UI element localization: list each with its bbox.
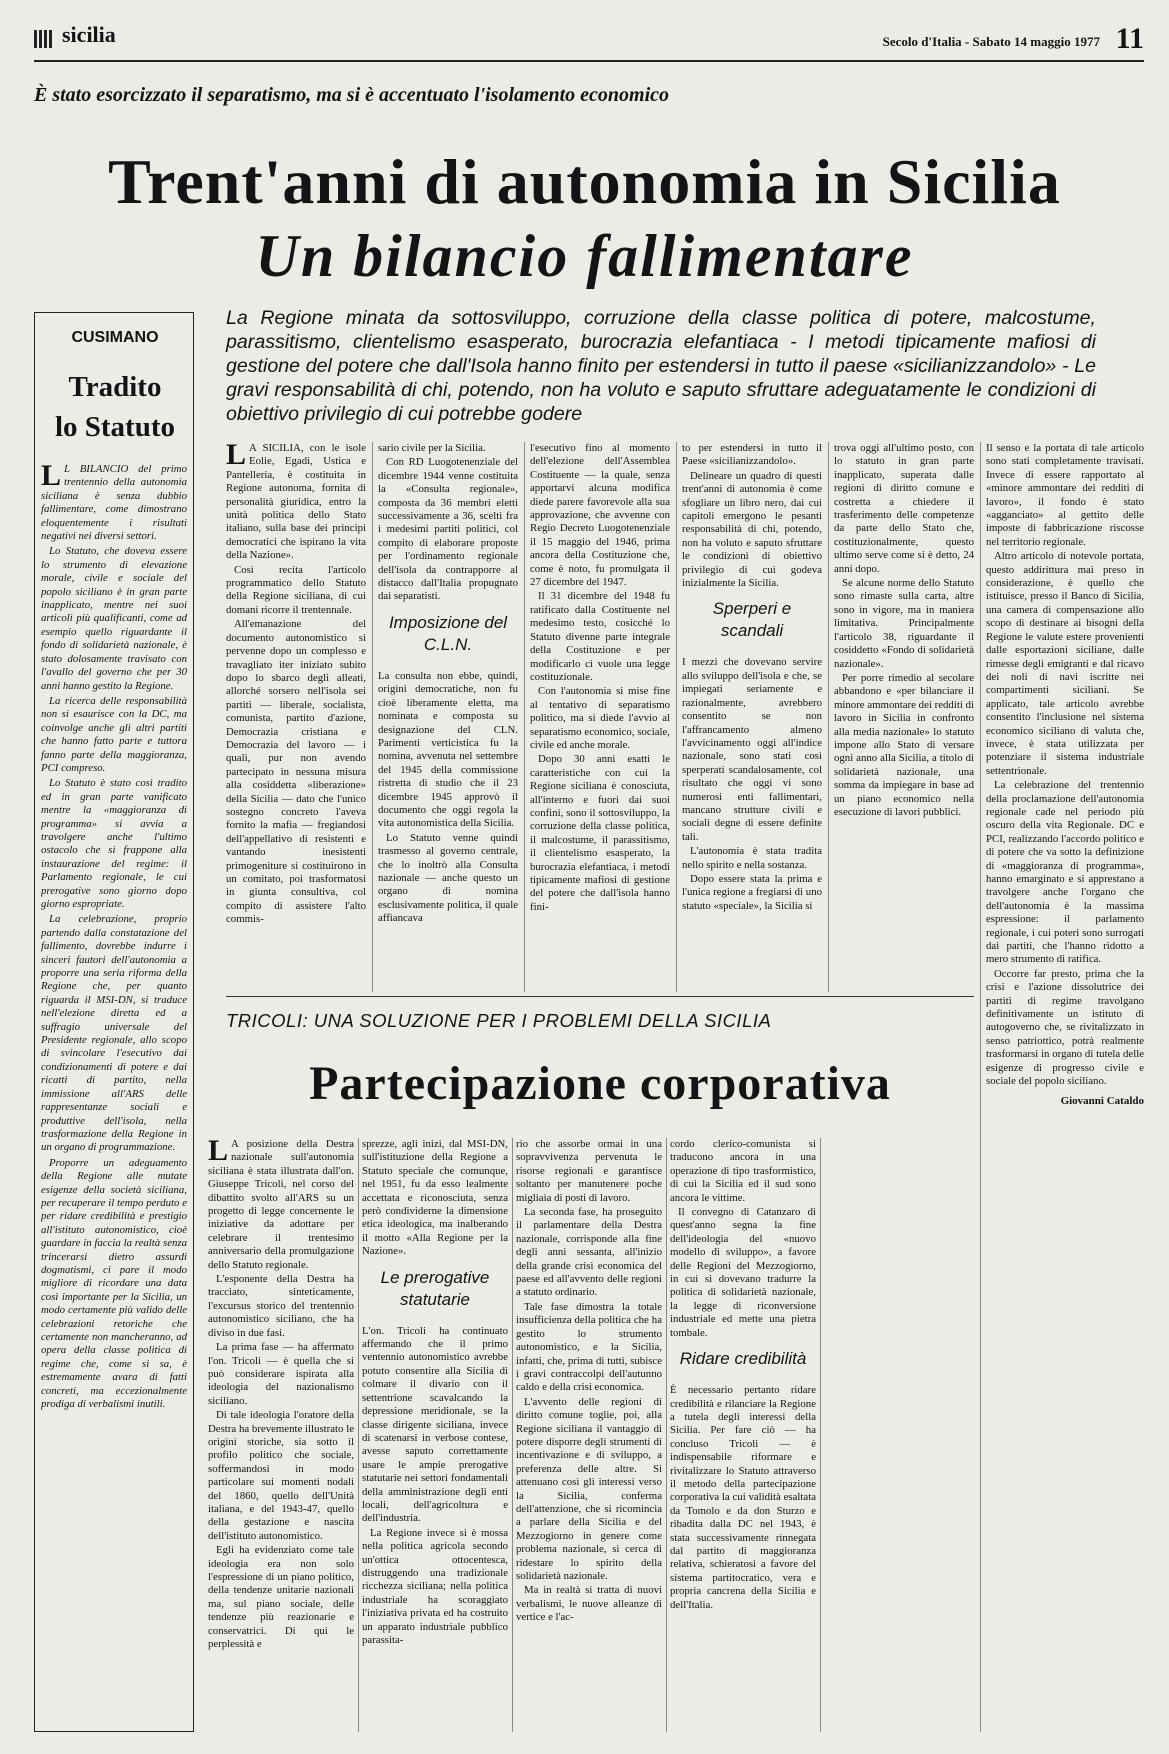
tricoli-column-2-bottom-paragraph: La Regione invece si è mossa nella politica agricola secondo un'ottica ottocentesca, distruggendo una tradizionale ricchezza siciliana; nella politica industriale ha scoraggiato l'iniziativa privata ed ha costruito un apparato industriale pubblico parassita- <box>362 1526 508 1646</box>
main-column-5-paragraph: trova oggi all'ultimo posto, con lo statuto in gran parte inapplicato, superata dalle regioni di diritto comune e costretta a chiedere il trasferimento delle competenze da parte dello Stato che, costituzionalmente, questo ultimo serve come si è detto, 24 anni dopo. <box>834 442 974 575</box>
tricoli-column-4-bottom-paragraph: È necessario pertanto ridare credibilità e rilanciare la Regione a tutela degli interessi della Sicilia. Per fare ciò — ha concluso Tricoli — è indispensabile riformare e rivitalizzare lo Statuto attraverso il metodo della partecipazione corporativa la cui validità esaltata da Tomolo e da don Sturzo e ribadita dalla DC nel 1943, è stata successivamente rinnegata dal partito di maggioranza relativa, schieratosi a favore del sistema partitocratico, vera e propria cancrena della Sicilia e dell'Italia. <box>670 1384 816 1611</box>
column-rule <box>372 442 373 992</box>
tricoli-column-3-paragraph: L'avvento delle regioni di diritto comune toglie, poi, alla Regione siciliana il vantaggio di potere disporre degli strumenti di incentivazione e di sviluppo, a preferenza delle altre. Si attenuano così gli interessi verso la Sicilia, conferma dell'attenzione, che si ricomincia a parlare della Sicilia e del Mezzogiorno in genere come problema nazionale, si cerca di ridestare lo spirito della solidarietà nazionale. <box>516 1395 662 1582</box>
main-column-4-top <box>682 442 822 590</box>
sidebar-body-paragraph: Lo Statuto è stato così tradito ed in gran parte vanificato mentre la «maggioranza di programma» si avvia a travolgere anche l'ultimo ostacolo che si frappone alla instaurazione del regime: il Parlamento regionale, le cui prerogative sono giorno dopo giorno espropriate. <box>41 777 187 910</box>
column-rule <box>980 442 981 1732</box>
main-column-1-paragraph: L A SICILIA, con le isole Eolie, Egadi, Ustica e Pantelleria, è costituita in Regione autonoma, fornita di personalità giuridica, entro la unità politica dello Stato italiano, sulla base dei principi democratici che ispirano la vita della Nazione». <box>226 442 366 562</box>
sidebar-body-paragraph: Lo Statuto, che doveva essere lo strumento di elevazione morale, civile e sociale del popolo siciliano è in gran parte inapplicato, mentre nei suoi articoli più qualificanti, come ad esempio quello riguardante il fondo di solidarietà nazionale, è stato dolosamente travisato con l'avallo del governo che per 30 anni hanno gestito la Regione. <box>41 545 187 692</box>
column-rule <box>666 1138 667 1732</box>
tricoli-column-1-paragraph: Di tale ideologia l'oratore della Destra ha brevemente illustrato le origini storiche, sia sotto il profilo politico che sociale, soffermandosi in modo particolare sui momenti nodali del 1860, quello dell'Unità italiana, e del 1943-47, quello della gestazione e nascita dell'istituto autonomistico. <box>208 1409 354 1542</box>
main-column-2-top-paragraph: Con RD Luogotenenziale del dicembre 1944 venne costituita la «Consulta regionale», composta da 36 membri eletti successivamente a 36, scelti fra i medesimi partiti politici, col compito di elaborare proposte per l'ordinamento regionale dell'isola da contrapporre al distacco dall'Italia propugnato dai separatisti. <box>378 456 518 603</box>
main-column-5 <box>834 442 974 1042</box>
main-column-4-bottom-paragraph: I mezzi che dovevano servire allo sviluppo dell'isola e che, se impiegati seriamente e razionalmente, avrebbero consentito se non l'affrancamento almeno l'avvicinamento oggi all'indice nazionale, sono stati così sperperati scandalosamente, col risultato che oggi vi sono numerosi enti fallimentari, mancano strutture civili e sociali degne di essere definite tali. <box>682 656 822 843</box>
drop-cap: L <box>208 1138 229 1167</box>
main-column-4-top-paragraph: to per estendersi in tutto il Paese «sicilianizzandolo». <box>682 442 822 468</box>
sidebar-body-paragraph: L L BILANCIO del primo trentennio della autonomia siciliana è senza dubbio fallimentare, come dimostrano eloquentemente i risultati negativi nei diversi settori. <box>41 463 187 543</box>
main-column-4-bottom <box>682 656 822 913</box>
column-rule <box>512 1138 513 1732</box>
sidebar-title-line-1: Tradito <box>68 371 162 403</box>
column-rule <box>676 442 677 992</box>
column-rule <box>358 1138 359 1732</box>
main-column-4 <box>682 442 822 1042</box>
article-signature: Giovanni Cataldo <box>1060 1094 1144 1107</box>
subhead-ridare: Ridare credibilità <box>679 1349 807 1369</box>
tricoli-column-3-paragraph: La seconda fase, ha proseguito il parlamentare della Destra nazionale, corrisponde alla fine degli anni sessanta, all'inizio della grande crisi economica del paese ed all'avvento delle regioni a statuto ordinario. <box>516 1206 662 1299</box>
main-column-1-paragraph: All'emanazione del documento autonomistico si pervenne dopo un complesso e travagliato iter iniziato subito dopo lo sbarco degli alleati, allorché sorsero nell'isola sei partiti — liberale, socialista, comunista, partito d'azione, Democrazia cristiana e Democrazia del lavoro — i quali, pur non avendo partecipato in nessuna misura alla cosiddetta «liberazione» della Sicilia — dato che l'unico sostegno concreto l'aveva fornito la mafia — fregiandosi dell'appellativo di resistenti e vantando inesistenti primogeniture si costituirono in un comitato, poi trasformatosi in giunta consultiva, col compito di assistere l'alto commis- <box>226 618 366 926</box>
page-number: 11 <box>1115 22 1144 55</box>
main-column-6-text-paragraph: Altro articolo di notevole portata, questo addirittura mai preso in considerazione, è quello che istituisce, presso il Banco di Sicilia, una camera di compensazione allo scopo di destinare ai bisogni della Regione le valute estere provenienti dalle esportazioni siciliane, dalle rimesse degli emigranti e dal ricavo dei noli di navi iscritte nei compartimenti siciliani. Se applicato, tale articolo avrebbe consentito l'inclusione nel sistema economico siciliano di valuta che, invece, è stata utilizzata per potenziare il sistema industriale settentrionale. <box>986 550 1144 777</box>
sidebar-box <box>34 312 194 1732</box>
masthead <box>34 22 1144 56</box>
tricoli-column-4-bottom <box>670 1384 816 1612</box>
drop-cap: L <box>226 442 247 471</box>
main-headline-2: Un bilancio fallimentare <box>255 223 914 289</box>
tricoli-kicker: TRICOLI: UNA SOLUZIONE PER I PROBLEMI DELLA SICILIA <box>226 1010 772 1031</box>
main-column-2-top-paragraph: sario civile per la Sicilia. <box>378 442 486 454</box>
main-lede: La Regione minata da sottosviluppo, corruzione della classe politica di potere, malcostume, parassitismo, clientelismo esasperato, burocrazia elefantiaca - I metodi tipicamente mafiosi di gestione del potere che dall'Isola hanno finito per estendersi in tutto il paese «sicilianizzandolo» - Le gravi responsabilità di chi, potendo, non ha voluto e saputo sfruttare adeguatamente le condizioni di obiettivo privilegio di cui potrebbe godere <box>226 307 1096 425</box>
sidebar-title <box>35 367 194 447</box>
main-column-5-paragraph: Per porre rimedio al secolare abbandono e «per bilanciare il minore ammontare dei redditi di lavoro in Sicilia in confronto alla media nazionale» lo statuto impone allo Stato di versare ogni anno alla Sicilia, a titolo di solidarietà nazionale, una somma da impiegare in base ad un piano economico nella esecuzione di lavori pubblici. <box>834 671 974 818</box>
main-column-4-top-paragraph: Delineare un quadro di questi trent'anni di autonomia è come sfogliare un libro nero, dai cui capitoli emergono le pesanti responsabilità di chi, potendo, non ha voluto e saputo sfruttare le condizioni di obiettivo privilegio di cui godeva inizialmente la Sicilia. <box>682 469 822 590</box>
section-divider <box>226 996 974 997</box>
sidebar-body-paragraph: Proporre un adeguamento della Regione alle mutate esigenze della società siciliana, per recuperare il tempo perduto e per ridare credibilità e prestigio all'istituto autonomistico, cioè guardare in faccia la realtà senza trincerarsi dietro assurdi dogmatismi, ci pare il modo migliore di ricordare una data così importante per la Sicilia, un modo certamente più valido delle celebrazioni retoriche che certamente non mancheranno, ad opera della classe politica di regime che, come si sa, è estremamente avara di fatti concreti, ma eccezionalmente prodiga di verbalismi inutili. <box>41 1156 187 1411</box>
tricoli-column-1-paragraph: La prima fase — ha affermato l'on. Tricoli — è quella che si può considerare ispirata alla ideologia del nazionalismo siciliano. <box>208 1341 354 1407</box>
tricoli-column-4-top <box>670 1138 816 1340</box>
main-column-2-bottom-paragraph: Lo Statuto venne quindi trasmesso al governo centrale, che lo inoltrò alla Consulta nazionale — anche questo un organo di nomina esclusivamente politica, il quale affiancava <box>378 831 518 925</box>
tricoli-column-1-paragraph: L A posizione della Destra nazionale sull'autonomia siciliana è stata illustrata dall'on. Giuseppe Tricoli, nel corso del dibattito svolto all'ARS su un progetto di legge concernente le iniziative da adottare per celebrare il trentesimo anniversario della promulgazione dello Statuto regionale. <box>208 1138 354 1271</box>
subhead-imposizione: Imposizione del C.L.N. <box>388 612 508 654</box>
sidebar-author: CUSIMANO <box>71 329 159 346</box>
masthead-rule <box>34 60 1144 62</box>
main-column-2 <box>378 442 518 1042</box>
main-column-6-text-paragraph: Occorre far presto, prima che la crisi e l'azione dissolutrice dei partiti di regime travolgano definitivamente un istituto di autogoverno che, se rivitalizzato in senso patriottico, potrà realmente trasformarsi in organo di tutela delle esigenze di progresso civile e sociale del popolo siciliano. <box>986 967 1144 1088</box>
main-column-3-paragraph: Con l'autonomia si mise fine al tentativo di separatismo politico, ma si diede l'avvio al separatismo economico, sociale, civile ed anche morale. <box>530 685 670 751</box>
tricoli-column-3-paragraph: Tale fase dimostra la totale insufficienza della politica che ha gestito lo strumento autonomistico, e la Sicilia, infatti, che, prima di tutti, subisce i gravi contraccolpi dell'autunno caldo e della crisi economica. <box>516 1300 662 1394</box>
main-column-5-paragraph: Se alcune norme dello Statuto sono rimaste sulla carta, altre sono in vigore, ma in maniera limitativa. Principalmente l'articolo 38, riguardante il cosiddetto «Fondo di solidarietà nazionale». <box>834 577 974 670</box>
column-rule <box>524 442 525 992</box>
tricoli-column-3-paragraph: Ma in realtà si tratta di nuovi verbalismi, le nuove alleanze di vertice e l'ac- <box>516 1584 662 1624</box>
section-name: sicilia <box>62 22 116 47</box>
main-headline: Trent'anni di autonomia in Sicilia <box>108 146 1061 217</box>
main-column-6-text-paragraph: La celebrazione del trentennio della proclamazione dell'autonomia regionale cade nel periodo più oscuro della vita Regionale. DC e PCI, realizzando l'accordo politico e di potere che va sotto la definizione di «maggioranza di programma», hanno emarginato e si apprestano a travolgere anche l'organo che dell'autonomia è la massima espressione: il parlamento regionale, i cui poteri sono surrogati dai partiti, che l'hanno ridotto a mero strumento di ratifica. <box>986 779 1144 966</box>
tricoli-column-1-paragraph: Egli ha evidenziato come tale ideologia era non solo l'espressione di un piano politico, della tendenze unitarie nazionali ma, sul piano sociale, delle tendenze più reazionarie e conservatrici. Di qui le perplessità e <box>208 1544 354 1651</box>
tricoli-column-4-top-paragraph: Il convegno di Catanzaro di quest'anno segna la fine dell'ideologia del «nuovo modello di sviluppo», a favore delle Regioni del Mezzogiorno, in cui si dovevano tradurre la politica di solidarietà nazionale, la legge di riconversione industriale ed mette una pietra tombale. <box>670 1206 816 1339</box>
main-column-3-paragraph: Dopo 30 anni esatti le caratteristiche con cui la Regione siciliana è conosciuta, all'interno e fuori dai suoi confini, sono il sottosviluppo, la corruzione della classe politica, il malcostume, il parassitismo, il clientelismo esasperato, la burocrazia elefantiaca, i metodi tipicamente mafiosi di gestione del potere che dall'isola hanno fini- <box>530 753 670 913</box>
tricoli-column-2-top-paragraph: sprezze, agli inizi, dal MSI-DN, sull'istituzione della Regione a Statuto speciale che comunque, nel 1951, fu da esso lealmente accettata e riconosciuta, senza però condividerne la dimensione etica ideologica, ma inalberando il motto «Alla Regione per la Nazione». <box>362 1138 508 1258</box>
tricoli-column-2-top <box>362 1138 508 1259</box>
tricoli-column-1 <box>208 1138 354 1732</box>
column-rule <box>828 442 829 992</box>
column-rule <box>820 1138 821 1732</box>
tricoli-column-2-bottom <box>362 1325 508 1648</box>
drop-cap: L <box>41 463 62 492</box>
main-column-6-text <box>986 442 1144 1089</box>
main-column-2-bottom-paragraph: La consulta non ebbe, quindi, origini democratiche, non fu cioè liberamente eletta, ma nominata e composta su designazione del CLN. Parimenti verticistica fu la nomina, avvenuta nel settembre del 1945 della commissione ristretta di studio che il 23 dicembre 1945 approvò il documento che oggi regola la vita autonomistica della Sicilia. <box>378 669 518 830</box>
tricoli-column-3 <box>516 1138 662 1732</box>
paper-date: Secolo d'Italia - Sabato 14 maggio 1977 <box>882 34 1100 49</box>
sidebar-body-paragraph: La celebrazione, proprio partendo dalla constatazione del fallimento, dovrebbe indurre i sinceri fautori dell'autonomia a proporre una seria riforma della Regione che, per quanto riguarda il MSI-DN, si traduce nell'elezione diretta ed a suffragio universale del Presidente regionale, allo scopo di svincolare l'esecutivo dai condizionamenti di potere e dai ricatti di partito, nella immissione all'ARS delle rappresentanze sociali e produttive dell'isola, nella trasformazione della Regione in un organo di programmazione. <box>41 913 187 1154</box>
sidebar-title-line-2: lo Statuto <box>54 411 176 443</box>
tricoli-column-1-paragraph: L'esponente della Destra ha tracciato, sinteticamente, l'excursus storico del trentennio autonomistico siciliano, che ha diviso in due fasi. <box>208 1273 354 1339</box>
section-icon <box>34 30 52 48</box>
main-column-4-bottom-paragraph: Dopo essere stata la prima e l'unica regione a fregiarsi di uno statuto «speciale», la Sicilia si <box>682 872 822 912</box>
main-column-3-paragraph: l'esecutivo fino al momento dell'elezione dell'Assemblea Costituente — la quale, senza apportarvi alcuna modifica diede parere favorevole alla sua approvazione, che avvenne con Regio Decreto Luogotenenziale il 15 maggio del 1946, prima ancora della Costituzione che, come è noto, fu promulgata il 27 dicembre del 1947. <box>530 442 670 589</box>
main-column-4-bottom-paragraph: L'autonomia è stata tradita nello spirito e nella sostanza. <box>682 845 822 871</box>
sidebar-body-paragraph: La ricerca delle responsabilità non si esaurisce con la DC, ma coinvolge anche gli altri partiti che hanno fatto parte e tuttora fanno parte della maggioranza, PCI compreso. <box>41 694 187 774</box>
tricoli-title: Partecipazione corporativa <box>309 1057 891 1110</box>
main-column-1 <box>226 442 366 1042</box>
main-column-6-text-paragraph: Il senso e la portata di tale articolo sono stati completamente travisati. Invece di essere rapportato al «minore ammontare dei redditi di lavoro», il fondo è stato «agganciato» al gettito delle imposte di fabbricazione riscosse nel territorio regionale. <box>986 442 1144 548</box>
main-column-6 <box>986 442 1144 1732</box>
main-column-2-top <box>378 442 518 604</box>
subhead-prerogative: Le prerogative statutarie <box>380 1267 490 1309</box>
sidebar-body <box>41 463 187 1725</box>
main-column-3-paragraph: Il 31 dicembre del 1948 fu ratificato dalla Costituente nel medesimo testo, cosicché lo Statuto divenne parte integrale della Costituzione e per modificarlo ci vuole una legge costituzionale. <box>530 590 670 683</box>
subhead-sperperi: Sperperi e scandali <box>712 599 792 641</box>
main-column-1-paragraph: Così recita l'articolo programmatico dello Statuto della Regione siciliana, di cui domani ricorre il trentennale. <box>226 563 366 616</box>
tricoli-column-2 <box>362 1138 508 1732</box>
main-column-2-bottom <box>378 670 518 926</box>
tricoli-column-2-bottom-paragraph: L'on. Tricoli ha continuato affermando che il primo ventennio autonomistico avrebbe potuto consentire alla Sicilia di colmare il divario con il settentrione scavalcando la depressione meridionale, se la classe dirigente siciliana, invece di scatenarsi in verbose contese, avesse saputo correttamente usare le ampie prerogative statutarie nei settori fondamentali della amministrazione degli enti locali, dell'agricoltura e dell'industria. <box>362 1324 508 1525</box>
tricoli-column-4-top-paragraph: cordo clerico-comunista si traducono ancora in una operazione di tipo trasformistico, di cui la Sicilia ed il sud sono ancora le vittime. <box>670 1138 816 1204</box>
main-column-3 <box>530 442 670 1042</box>
main-kicker: È stato esorcizzato il separatismo, ma si è accentuato l'isolamento economico <box>34 84 669 106</box>
tricoli-column-4 <box>670 1138 816 1732</box>
tricoli-column-5 <box>824 1138 974 1732</box>
tricoli-column-3-paragraph: rio che assorbe ormai in una sopravvivenza pervenuta le risorse regionali e garantisce soltanto per manutenere poche migliaia di posti di lavoro. <box>516 1138 662 1204</box>
